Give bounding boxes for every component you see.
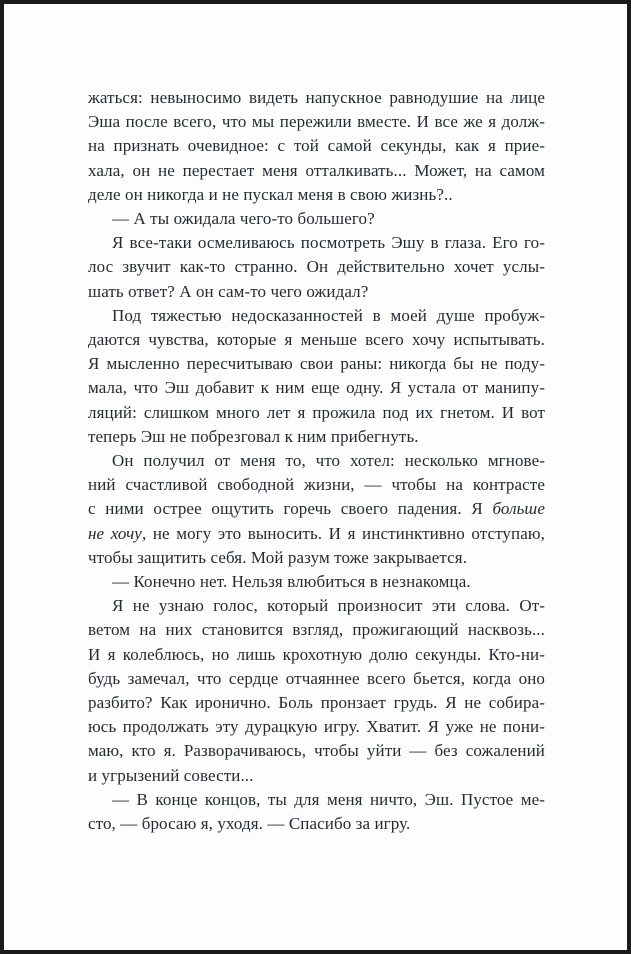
text-line bbox=[88, 134, 545, 158]
text-segment: И я колеблюсь, но лишь крохотную долю секунды. Кто-ни- bbox=[88, 644, 545, 664]
text-line bbox=[88, 231, 545, 255]
text-segment: разбито? Как иронично. Боль пронзает грудь. Я не собира- bbox=[88, 693, 545, 713]
text-line bbox=[88, 183, 545, 207]
paragraph bbox=[88, 231, 545, 304]
text-segment: и угрызений совести... bbox=[88, 765, 254, 785]
text-segment: деле он никогда и не пускал меня в свою жизнь?.. bbox=[88, 184, 453, 204]
text-segment: лос звучит как-то странно. Он действительно хочет услы- bbox=[88, 257, 545, 277]
text-line bbox=[88, 497, 545, 521]
text-line bbox=[88, 715, 545, 739]
text-segment: сто, — бросаю я, уходя. — Спасибо за игру. bbox=[88, 814, 411, 834]
text-segment: , не могу это выносить. И я инстинктивно отступаю, bbox=[141, 523, 545, 543]
paragraph bbox=[88, 449, 545, 570]
text-line bbox=[88, 159, 545, 183]
text-line bbox=[88, 401, 545, 425]
paragraph bbox=[88, 570, 545, 594]
text-line bbox=[88, 207, 545, 231]
text-line bbox=[88, 691, 545, 715]
text-line bbox=[88, 328, 545, 352]
text-line bbox=[88, 594, 545, 618]
text-line bbox=[88, 812, 545, 836]
text-line bbox=[88, 449, 545, 473]
text-segment: юсь продолжать эту дурацкую игру. Хватит. Я уже не пони- bbox=[88, 717, 545, 737]
text-line bbox=[88, 667, 545, 691]
text-segment: жаться: невыносимо видеть напускное равнодушие на лице bbox=[88, 88, 545, 107]
text-line bbox=[88, 376, 545, 400]
italic-text-segment: не хочу bbox=[88, 523, 142, 543]
text-line bbox=[88, 739, 545, 763]
text-segment: даются чувства, которые я меньше всего хочу испытывать. bbox=[88, 330, 545, 350]
text-segment: ветом на них становится взгляд, прожигающий насквозь... bbox=[88, 620, 545, 640]
text-line bbox=[88, 425, 545, 449]
text-segment: Под тяжестью недосказанностей в моей душе пробуж- bbox=[112, 305, 545, 325]
italic-text-segment: больше bbox=[492, 499, 545, 519]
text-segment: с ними острее ощутить горечь своего падения. Я bbox=[88, 499, 493, 519]
text-line bbox=[88, 570, 545, 594]
text-segment: Он получил от меня то, что хотел: несколько мгнове- bbox=[112, 451, 545, 471]
text-segment: Я мысленно пересчитываю свои раны: никогда бы не поду- bbox=[88, 354, 545, 374]
paragraph bbox=[88, 788, 545, 836]
text-segment: ний счастливой свободной жизни, — чтобы на контрасте bbox=[88, 475, 545, 495]
text-segment: Я все-таки осмеливаюсь посмотреть Эшу в глаза. Его го- bbox=[112, 233, 545, 253]
text-segment: Я не узнаю голос, который произносит эти слова. От- bbox=[112, 596, 545, 616]
text-line bbox=[88, 473, 545, 497]
text-segment: маю, кто я. Разворачиваюсь, чтобы уйти — без сожалений bbox=[88, 741, 545, 761]
text-segment: хала, он не перестает меня отталкивать... Может, на самом bbox=[88, 160, 545, 180]
text-segment: шать ответ? А он сам-то чего ожидал? bbox=[88, 281, 369, 301]
text-line bbox=[88, 618, 545, 642]
text-line bbox=[88, 255, 545, 279]
paragraph bbox=[88, 594, 545, 788]
text-segment: мала, что Эш добавит к ним еще одну. Я устала от манипу- bbox=[88, 378, 545, 398]
text-line bbox=[88, 643, 545, 667]
text-segment: — А ты ожидала чего-то большего? bbox=[112, 209, 375, 229]
paragraph bbox=[88, 207, 545, 231]
text-line bbox=[88, 280, 545, 304]
text-line bbox=[88, 788, 545, 812]
text-line bbox=[88, 764, 545, 788]
book-page-text bbox=[88, 86, 545, 836]
text-line bbox=[88, 110, 545, 134]
text-line bbox=[88, 86, 545, 110]
text-segment: — В конце концов, ты для меня ничто, Эш. Пустое ме- bbox=[112, 789, 545, 809]
text-segment: теперь Эш не побрезговал к ним прибегнуть. bbox=[88, 426, 419, 446]
text-line bbox=[88, 546, 545, 570]
paragraph bbox=[88, 304, 545, 449]
text-segment: ляций: слишком много лет я прожила под их гнетом. И вот bbox=[88, 402, 545, 422]
text-segment: на признать очевидное: с той самой секунды, как я прие- bbox=[88, 136, 545, 156]
text-line bbox=[88, 522, 545, 546]
text-segment: — Конечно нет. Нельзя влюбиться в незнакомца. bbox=[112, 572, 471, 592]
text-line bbox=[88, 352, 545, 376]
paragraph bbox=[88, 86, 545, 207]
text-line bbox=[88, 304, 545, 328]
text-segment: чтобы защитить себя. Мой разум тоже закрывается. bbox=[88, 547, 468, 567]
text-segment: Эша после всего, что мы пережили вместе. И все же я долж- bbox=[88, 112, 545, 132]
text-segment: будь замечал, что сердце отчаяннее всего бьется, когда оно bbox=[88, 668, 545, 688]
